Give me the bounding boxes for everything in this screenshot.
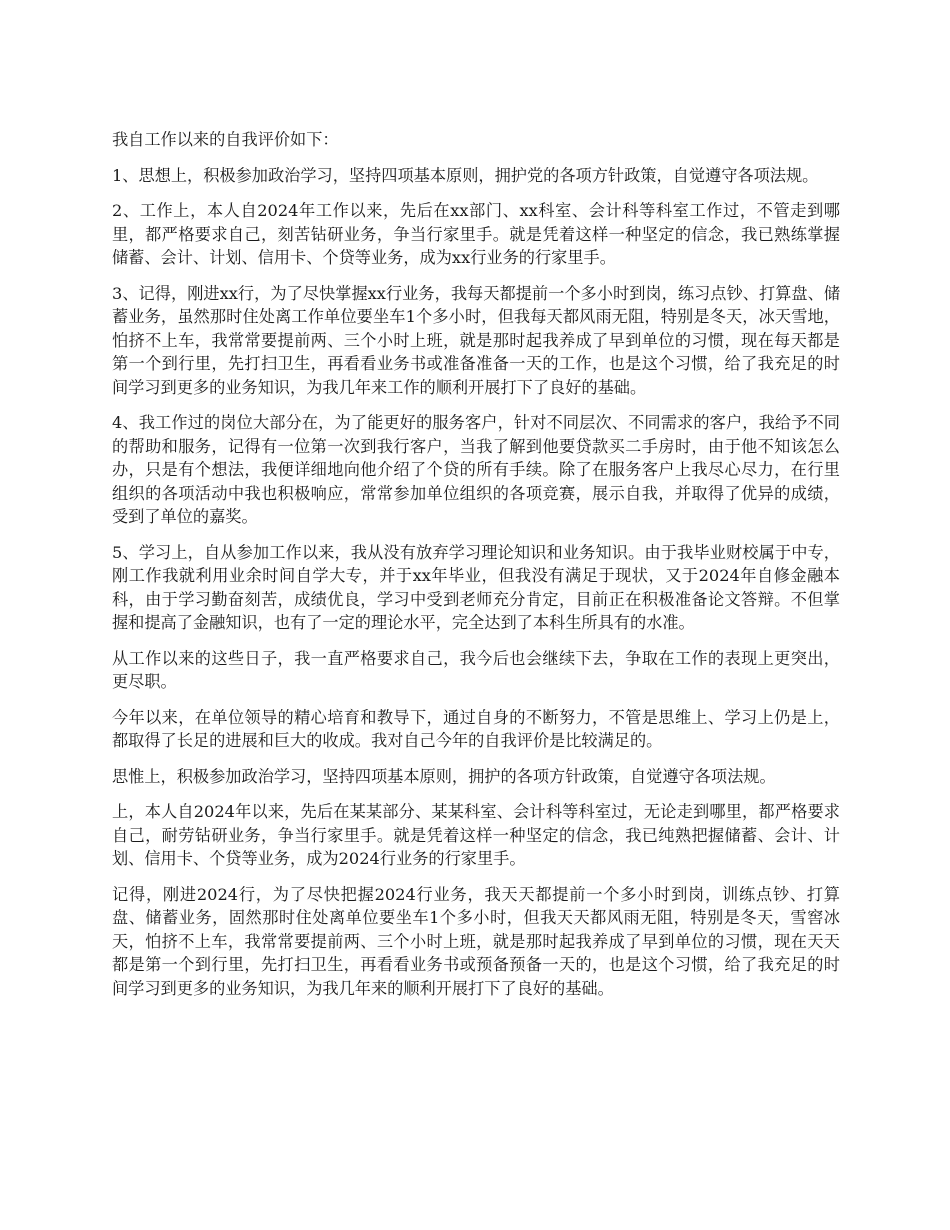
paragraph-thinking: 思惟上，积极参加政治学习，坚持四项基本原则，拥护的各项方针政策，自觉遵守各项法规。	[112, 766, 776, 786]
paragraph-service: 4、我工作过的岗位大部分在，为了能更好的服务客户，针对不同层次、不同需求的客户，我给予不同的帮助和服务，记得有一位第一次到我行客户，当我了解到他要贷款买二手房时，由于他不知该怎么办，只是有个想法，我便详细地向他介绍了个贷的所有手续。除了在服务客户上我尽心尽力，在行里组织的各项活动中我也积极响应，常常参加单位组织的各项竞赛，展示自我，并取得了优异的成绩，受到了单位的嘉奖。	[112, 413, 840, 526]
document-body	[112, 128, 840, 1012]
paragraph-diligence-2: 记得，刚进2024行，为了尽快把握2024行业务，我天天都提前一个多小时到岗，训练点钞、打算盘、储蓄业务，固然那时住处离单位要坐车1个多小时，但我天天都风雨无阻，特别是冬天，雪窖冰天，怕挤不上车，我常常要提前两、三个小时上班，就是那时起我养成了早到单位的习惯，现在天天都是第一个到行里，先打扫卫生，再看看业务书或预备预备一天的，也是这个习惯，给了我充足的时间学习到更多的业务知识，为我几年来的顺利开展打下了良好的基础。	[112, 884, 840, 998]
paragraph-work-2: 上，本人自2024年以来，先后在某某部分、某某科室、会计科等科室过，无论走到哪里，都严格要求自己，耐劳钻研业务，争当行家里手。就是凭着这样一种坚定的信念，我已纯熟把握储蓄、会计、计划、信用卡、个贷等业务，成为2024行业务的行家里手。	[112, 802, 840, 868]
intro-paragraph: 我自工作以来的自我评价如下：	[112, 130, 339, 149]
paragraph-work: 2、工作上，本人自2024年工作以来，先后在xx部门、xx科室、会计科等科室工作过，不管走到哪里，都严格要求自己，刻苦钻研业务，争当行家里手。就是凭着这样一种坚定的信念，我已熟练掌握储蓄、会计、计划、信用卡、个贷等业务，成为xx行业务的行家里手。	[112, 201, 840, 267]
paragraph-diligence: 3、记得，刚进xx行，为了尽快掌握xx行业务，我每天都提前一个多小时到岗，练习点钞、打算盘、储蓄业务，虽然那时住处离工作单位要坐车1个多小时，但我每天都风雨无阻，特别是冬天，冰天雪地，怕挤不上车，我常常要提前两、三个小时上班，就是那时起我养成了早到单位的习惯，现在每天都是第一个到行里，先打扫卫生，再看看业务书或准备准备一天的工作，也是这个习惯，给了我充足的时间学习到更多的业务知识，为我几年来工作的顺利开展打下了良好的基础。	[112, 283, 840, 397]
paragraph-this-year: 今年以来，在单位领导的精心培育和教导下，通过自身的不断努力，不管是思维上、学习上仍是上，都取得了长足的进展和巨大的收成。我对自己今年的自我评价是比较满足的。	[112, 707, 840, 750]
paragraph-study: 5、学习上，自从参加工作以来，我从没有放弃学习理论知识和业务知识。由于我毕业财校属于中专，刚工作我就利用业余时间自学大专，并于xx年毕业，但我没有满足于现状，又于2024年自修金融本科，由于学习勤奋刻苦，成绩优良，学习中受到老师充分肯定，目前正在积极准备论文答辩。不但掌握和提高了金融知识，也有了一定的理论水平，完全达到了本科生所具有的水准。	[112, 542, 840, 632]
paragraph-ideology: 1、思想上，积极参加政治学习，坚持四项基本原则，拥护党的各项方针政策，自觉遵守各项法规。	[112, 165, 819, 185]
paragraph-conclusion: 从工作以来的这些日子，我一直严格要求自己，我今后也会继续下去，争取在工作的表现上更突出，更尽职。	[112, 648, 840, 691]
